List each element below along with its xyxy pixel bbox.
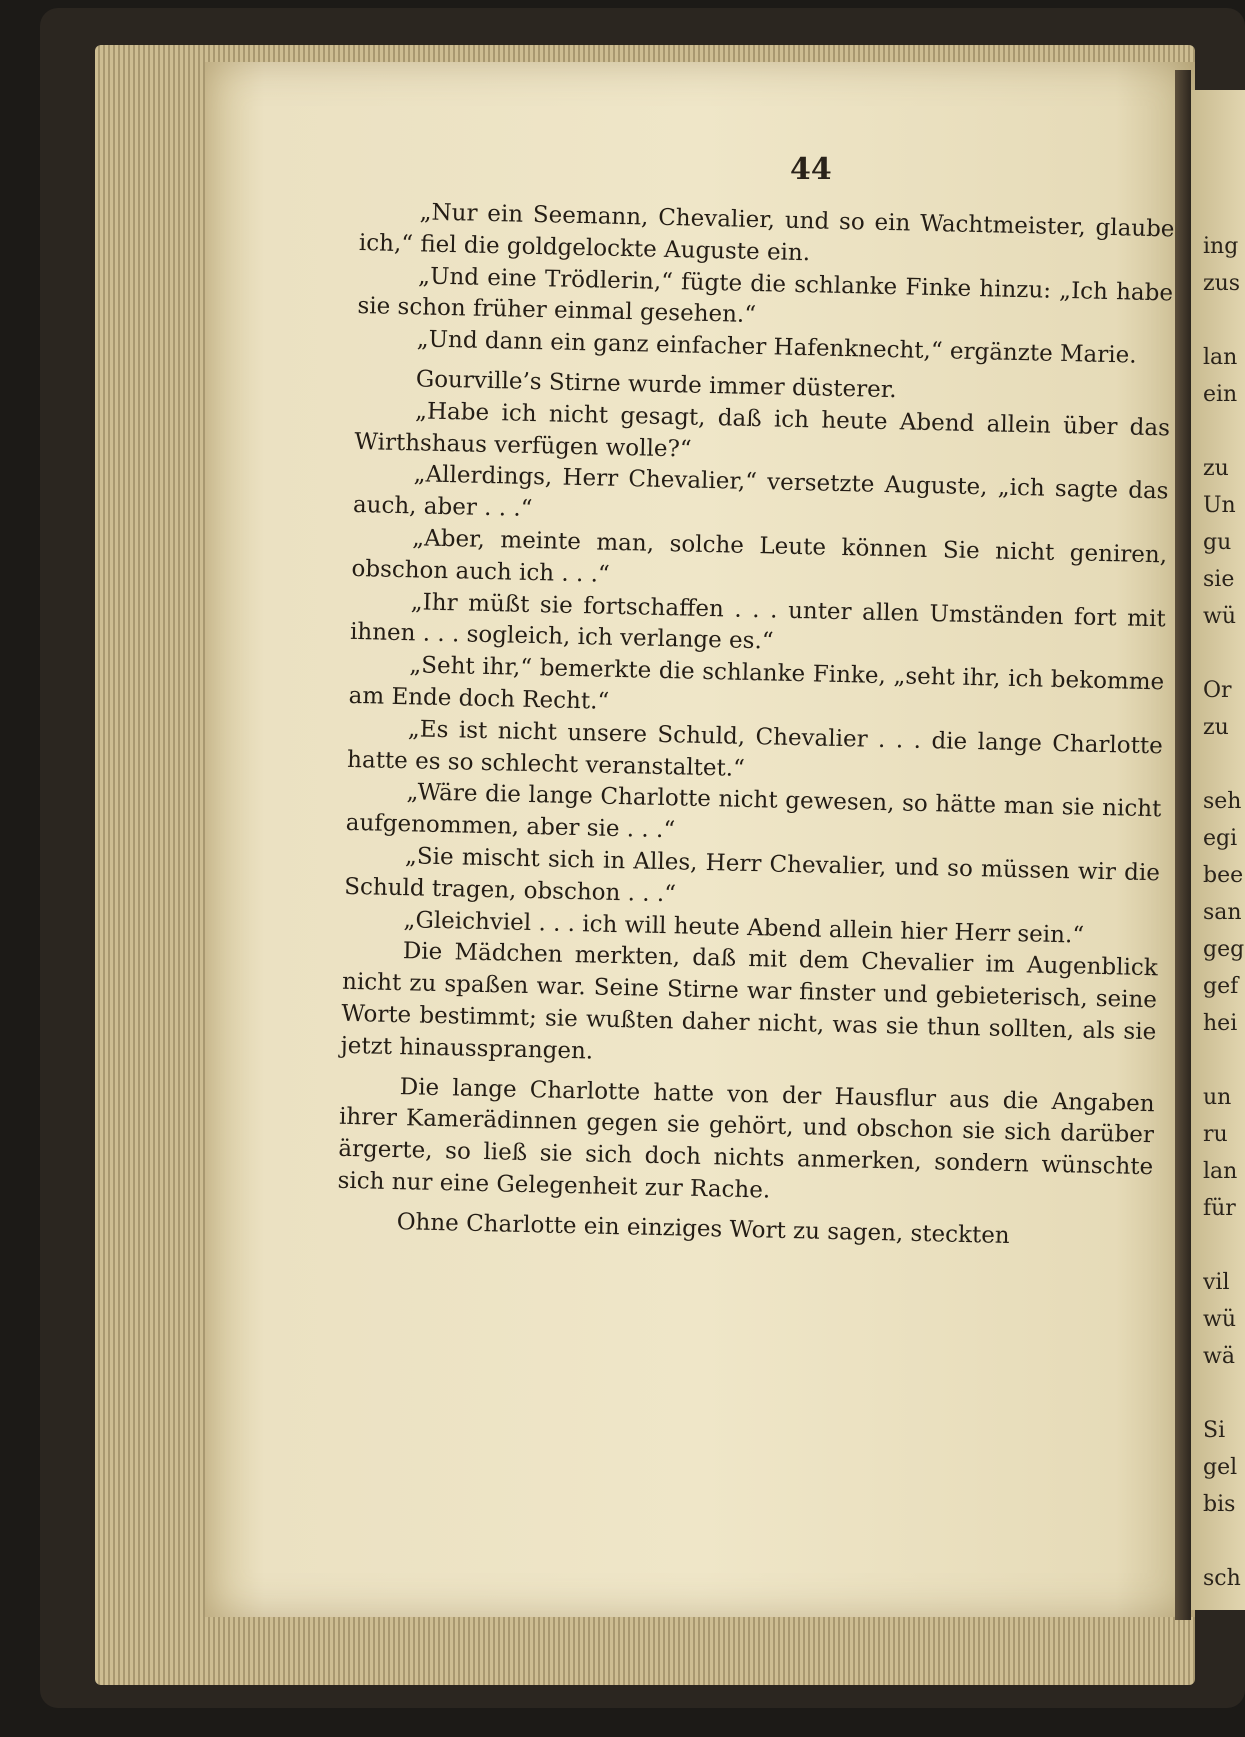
paragraph: „Sie mischt sich in Alles, Herr Chevalier, und so müssen wir die Schuld tragen, obschon . . .“ xyxy=(344,843,1161,908)
adjacent-page-fragment: Si xyxy=(1203,1418,1226,1443)
adjacent-page-fragment: egi xyxy=(1203,826,1238,851)
book-gutter xyxy=(1175,70,1191,1620)
paragraph: „Seht ihr,“ bemerkte die schlanke Finke, „seht ihr, ich bekomme am Ende doch Recht.“ xyxy=(348,652,1165,715)
adjacent-page-fragment: gel xyxy=(1203,1455,1238,1480)
adjacent-page-fragment: un xyxy=(1203,1085,1232,1110)
paragraph: „Es ist nicht unsere Schuld, Chevalier . . . die lange Charlotte hatte es so schlecht veranstaltet.“ xyxy=(346,715,1164,782)
adjacent-page-fragment: hei xyxy=(1203,1011,1238,1036)
paragraph: Ohne Charlotte ein einziges Wort zu sagen, steckten xyxy=(396,1208,1010,1249)
paragraph: Gourville’s Stirne wurde immer düsterer. xyxy=(415,366,897,404)
paragraph: Die Mädchen merkten, daß mit dem Chevalier im Augenblick nicht zu spaßen war. Seine Stirne war finster und gebieterisch, seine Worte bestimmt; sie wußten daher nicht, was sie thun sollten, als sie jetzt hinaussprangen. xyxy=(340,938,1158,1065)
adjacent-page-fragment: vil xyxy=(1203,1270,1230,1295)
adjacent-page-fragment xyxy=(1203,635,1245,672)
adjacent-page-fragment: ing xyxy=(1203,234,1239,259)
adjacent-page-fragment xyxy=(1203,1227,1245,1264)
paragraph: „Und eine Trödlerin,“ fügte die schlanke Finke hinzu: „Ich habe sie schon früher einmal gesehen.“ xyxy=(357,262,1174,329)
adjacent-page-fragment: san xyxy=(1203,900,1242,925)
adjacent-page-fragment: wü xyxy=(1203,604,1236,629)
adjacent-page-fragment xyxy=(1203,1523,1245,1560)
adjacent-page-fragment: sch xyxy=(1203,1566,1241,1591)
adjacent-page-fragment: bee xyxy=(1203,863,1244,888)
adjacent-page-fragment xyxy=(1203,746,1245,783)
adjacent-page-fragment: zu xyxy=(1203,715,1229,740)
paragraph: „Allerdings, Herr Chevalier,“ versetzte Auguste, „ich sagte das auch, aber . . .“ xyxy=(352,461,1169,523)
adjacent-page-fragment: zu xyxy=(1203,456,1229,481)
adjacent-page-fragment: seh xyxy=(1203,789,1242,814)
paragraph: „Nur ein Seemann, Chevalier, und so ein Wachtmeister, glaube ich,“ fiel die goldgelockte Auguste ein. xyxy=(358,199,1175,267)
adjacent-page-fragment: wü xyxy=(1203,1307,1236,1332)
adjacent-page-fragment: bis xyxy=(1203,1492,1236,1517)
paragraph: „Gleichviel . . . ich will heute Abend allein hier Herr sein.“ xyxy=(403,906,1085,949)
adjacent-page-fragment xyxy=(1203,1375,1245,1412)
adjacent-page-fragment: gu xyxy=(1203,530,1232,555)
adjacent-page-text xyxy=(1203,228,1245,1597)
paragraph: „Ihr müßt sie fortschaffen . . . unter allen Umständen fort mit ihnen . . . sogleich, ich verlange es.“ xyxy=(349,588,1166,655)
paragraph: „Habe ich nicht gesagt, daß ich heute Abend allein über das Wirthshaus verfügen wolle?“ xyxy=(354,398,1171,463)
adjacent-page-fragment xyxy=(1203,1042,1245,1079)
adjacent-page-fragment: ein xyxy=(1203,382,1238,407)
adjacent-page-fragment xyxy=(1203,413,1245,450)
paragraph: „Aber, meinte man, solche Leute können Sie nicht geniren, obschon auch ich . . .“ xyxy=(351,525,1168,588)
page-number: 44 xyxy=(790,152,832,187)
adjacent-page-fragment: geg xyxy=(1203,937,1245,962)
adjacent-page-fragment: zus xyxy=(1203,271,1241,296)
adjacent-page-fragment: gef xyxy=(1203,974,1239,999)
adjacent-page-fragment: Un xyxy=(1203,493,1236,518)
adjacent-page-fragment: ru xyxy=(1203,1122,1228,1147)
adjacent-page-fragment: sie xyxy=(1203,567,1235,592)
adjacent-page-fragment xyxy=(1203,302,1245,339)
adjacent-page-fragment: wä xyxy=(1203,1344,1235,1369)
page-body-text xyxy=(328,196,1175,1634)
paragraph: „Und dann ein ganz einfacher Hafenknecht,“ ergänzte Marie. xyxy=(416,326,1137,369)
paragraph: Die lange Charlotte hatte von der Hausflur aus die Angaben ihrer Kamerädinnen gegen sie gehört, und obschon sie sich darüber ärgerte, so ließ sie sich doch nichts anmerken, sondern wünschte sich nur eine Gelegenheit zur Rache. xyxy=(337,1073,1155,1204)
adjacent-page-fragment: lan xyxy=(1203,345,1238,370)
adjacent-page-fragment: Or xyxy=(1203,678,1232,703)
adjacent-page-fragment: für xyxy=(1203,1196,1236,1221)
paragraph: „Wäre die lange Charlotte nicht gewesen, so hätte man sie nicht aufgenommen, aber sie . . .“ xyxy=(345,779,1162,844)
adjacent-page-fragment: lan xyxy=(1203,1159,1238,1184)
